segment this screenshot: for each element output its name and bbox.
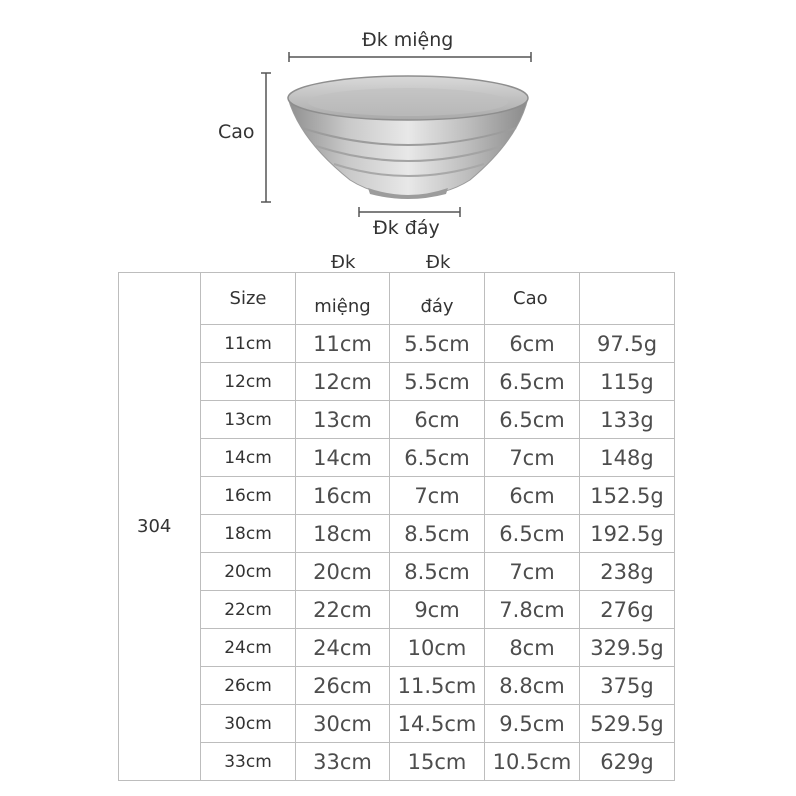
height-cell: 8cm: [485, 629, 580, 667]
size-cell: 16cm: [201, 477, 296, 515]
weight-cell: 375g: [580, 667, 675, 705]
mouth-diameter-label: Đk miệng: [362, 29, 454, 51]
height-cell: 8.8cm: [485, 667, 580, 705]
weight-cell: 276g: [580, 591, 675, 629]
header-mouth: [296, 273, 390, 325]
mouth-cell: 30cm: [296, 705, 390, 743]
height-cell: 6.5cm: [485, 515, 580, 553]
mouth-cell: 26cm: [296, 667, 390, 705]
weight-cell: 133g: [580, 401, 675, 439]
mouth-cell: 16cm: [296, 477, 390, 515]
table-row: [119, 591, 675, 629]
weight-cell: 152.5g: [580, 477, 675, 515]
base-cell: 6.5cm: [390, 439, 485, 477]
base-cell: 15cm: [390, 743, 485, 781]
material-cell: 304: [119, 273, 201, 781]
table-row: [119, 629, 675, 667]
size-cell: 22cm: [201, 591, 296, 629]
size-cell: 14cm: [201, 439, 296, 477]
weight-cell: 148g: [580, 439, 675, 477]
size-cell: 26cm: [201, 667, 296, 705]
table-row: [119, 667, 675, 705]
base-cell: 10cm: [390, 629, 485, 667]
height-cell: 6cm: [485, 477, 580, 515]
mouth-cell: 33cm: [296, 743, 390, 781]
table-row: [119, 325, 675, 363]
base-cell: 5.5cm: [390, 325, 485, 363]
size-cell: 24cm: [201, 629, 296, 667]
weight-cell: 238g: [580, 553, 675, 591]
height-cell: 6.5cm: [485, 363, 580, 401]
size-cell: 20cm: [201, 553, 296, 591]
mouth-cell: 12cm: [296, 363, 390, 401]
mouth-cell: 18cm: [296, 515, 390, 553]
header-mouth-top: Đk: [331, 252, 356, 273]
weight-cell: 97.5g: [580, 325, 675, 363]
weight-cell: 529.5g: [580, 705, 675, 743]
header-base: [390, 273, 485, 325]
table-row: [119, 553, 675, 591]
table-row: [119, 439, 675, 477]
header-height: Cao: [485, 273, 580, 325]
mouth-cell: 22cm: [296, 591, 390, 629]
bowl-image: [280, 70, 536, 200]
table-row: [119, 705, 675, 743]
header-weight: [580, 273, 675, 325]
height-cell: 6.5cm: [485, 401, 580, 439]
header-base-top: Đk: [426, 252, 451, 273]
base-cell: 6cm: [390, 401, 485, 439]
size-cell: 33cm: [201, 743, 296, 781]
size-cell: 30cm: [201, 705, 296, 743]
base-cell: 11.5cm: [390, 667, 485, 705]
size-cell: 13cm: [201, 401, 296, 439]
base-cell: 5.5cm: [390, 363, 485, 401]
base-diameter-label: Đk đáy: [373, 217, 440, 239]
table-row: [119, 401, 675, 439]
mouth-cell: 11cm: [296, 325, 390, 363]
weight-cell: 115g: [580, 363, 675, 401]
height-cell: 7cm: [485, 553, 580, 591]
mouth-cell: 13cm: [296, 401, 390, 439]
base-cell: 14.5cm: [390, 705, 485, 743]
height-cell: 7cm: [485, 439, 580, 477]
mouth-cell: 24cm: [296, 629, 390, 667]
mouth-cell: 14cm: [296, 439, 390, 477]
base-cell: 8.5cm: [390, 553, 485, 591]
table-row: [119, 477, 675, 515]
header-base-text: đáy: [420, 296, 454, 317]
table-row: [119, 363, 675, 401]
base-cell: 9cm: [390, 591, 485, 629]
dimension-diagram: [0, 0, 796, 250]
base-cell: 8.5cm: [390, 515, 485, 553]
table-row: [119, 515, 675, 553]
height-cell: 7.8cm: [485, 591, 580, 629]
base-cell: 7cm: [390, 477, 485, 515]
mouth-cell: 20cm: [296, 553, 390, 591]
height-cell: 6cm: [485, 325, 580, 363]
header-mouth-text: miệng: [314, 296, 371, 317]
weight-cell: 192.5g: [580, 515, 675, 553]
size-cell: 11cm: [201, 325, 296, 363]
spec-table: [118, 272, 675, 781]
table-row: [119, 743, 675, 781]
height-label: Cao: [218, 121, 255, 143]
size-cell: 18cm: [201, 515, 296, 553]
height-cell: 9.5cm: [485, 705, 580, 743]
table-header-row: [119, 273, 675, 325]
weight-cell: 329.5g: [580, 629, 675, 667]
height-cell: 10.5cm: [485, 743, 580, 781]
header-size: Size: [201, 273, 296, 325]
weight-cell: 629g: [580, 743, 675, 781]
size-cell: 12cm: [201, 363, 296, 401]
